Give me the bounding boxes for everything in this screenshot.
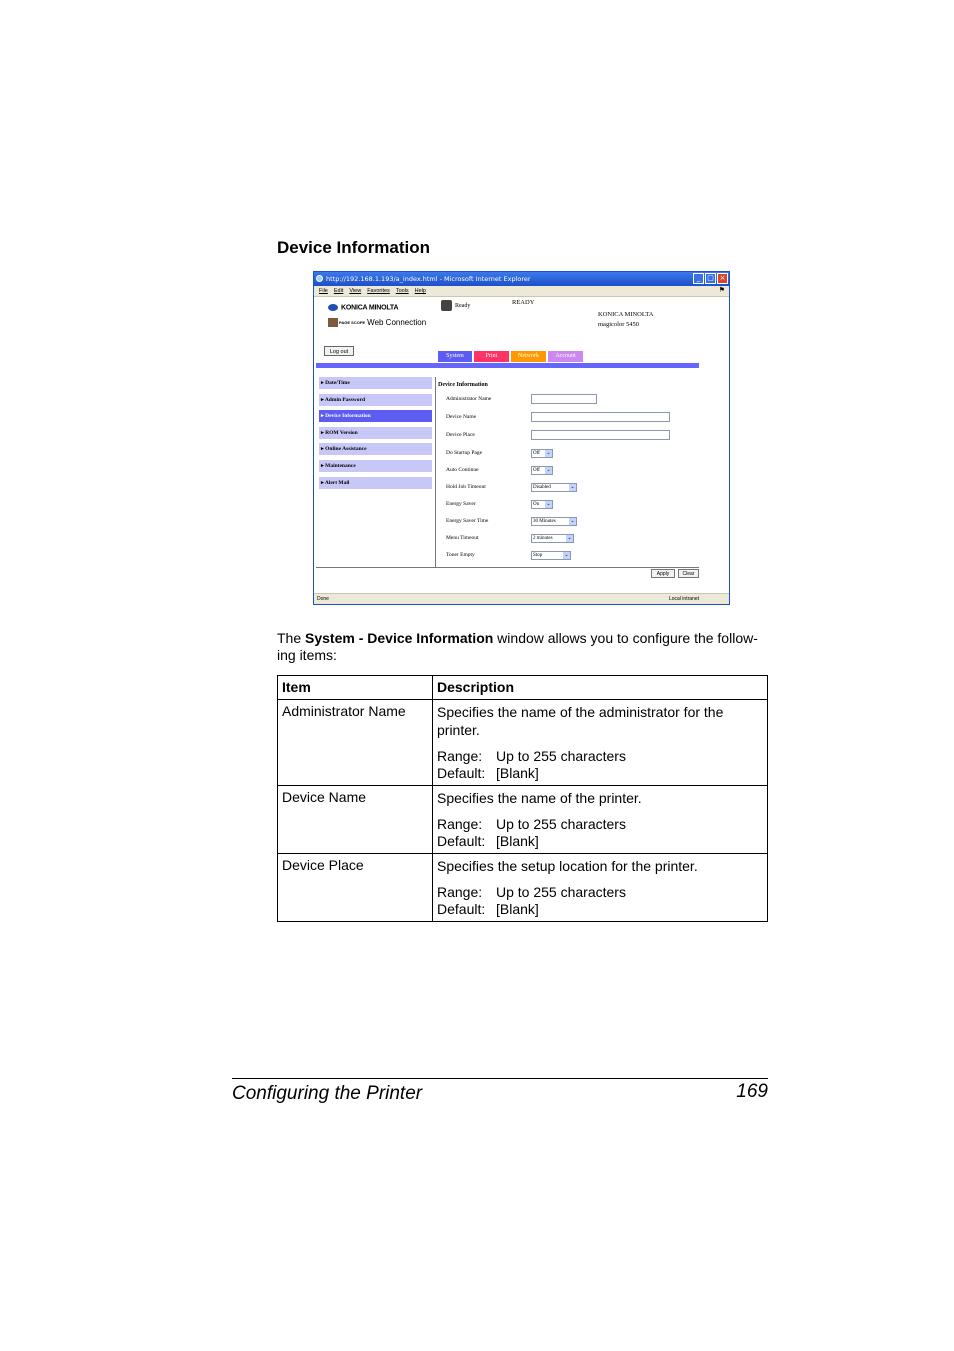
energy-saver-select[interactable] xyxy=(531,500,553,509)
chevron-down-icon: ⌄ xyxy=(546,468,551,473)
select-value: Disabled xyxy=(533,485,551,490)
model-name: magicolor 5450 xyxy=(598,321,639,328)
range-default xyxy=(437,816,763,850)
window-title: http://192.168.1.193/a_index.html - Microsoft Internet Explorer xyxy=(326,275,531,283)
field-row xyxy=(446,499,706,511)
intro-paragraph xyxy=(277,630,772,664)
apply-button[interactable]: Apply xyxy=(651,569,675,578)
energy-saver-time-select[interactable] xyxy=(531,517,577,526)
vendor-name: KONICA MINOLTA xyxy=(598,311,654,318)
field-label: Energy Saver Time xyxy=(446,518,489,524)
menu-bar xyxy=(314,286,729,297)
range-label: Range: xyxy=(437,884,483,900)
select-value: 2 minutes xyxy=(533,536,553,541)
select-value: On xyxy=(533,502,540,507)
close-icon[interactable]: × xyxy=(717,273,728,284)
product-name: Web Connection xyxy=(367,318,427,327)
range-label: Range: xyxy=(437,816,483,832)
item-cell: Device Place xyxy=(278,854,433,922)
select-value: 30 Minutes xyxy=(533,519,556,524)
select-value: Stop xyxy=(533,553,543,558)
device-place-input[interactable] xyxy=(531,430,670,440)
table-row xyxy=(278,786,768,854)
product-prefix: PAGE SCOPE xyxy=(339,319,366,325)
field-label: Toner Empty xyxy=(446,552,475,558)
menu-edit[interactable]: Edit xyxy=(333,288,344,294)
printer-status-icon xyxy=(441,300,452,311)
column-header-item: Item xyxy=(278,676,433,700)
toner-empty-select[interactable] xyxy=(531,551,571,560)
default-value: [Blank] xyxy=(496,901,539,917)
field-row xyxy=(446,465,706,477)
field-row xyxy=(446,412,706,424)
page-content xyxy=(316,297,727,594)
chevron-down-icon: ⌄ xyxy=(570,485,575,490)
field-row xyxy=(446,533,706,545)
brand-name: KONICA MINOLTA xyxy=(341,304,399,312)
windows-logo-icon: ⚑ xyxy=(718,287,725,294)
clear-button[interactable]: Clear xyxy=(678,569,699,578)
status-zone: Local intranet xyxy=(668,596,699,602)
nav-item-maintenance[interactable]: ▸ Maintenance xyxy=(319,460,432,472)
field-row xyxy=(446,394,706,406)
paragraph-text: The xyxy=(277,630,306,646)
status-message: READY xyxy=(512,299,535,306)
range-value: Up to 255 characters xyxy=(496,748,626,764)
brand-logo xyxy=(328,304,398,311)
chevron-down-icon: ⌄ xyxy=(546,502,551,507)
field-row xyxy=(446,516,706,528)
chevron-down-icon: ⌄ xyxy=(570,519,575,524)
range-default xyxy=(437,748,763,782)
select-value: Off xyxy=(533,468,540,473)
menu-view[interactable]: View xyxy=(349,288,362,294)
chevron-down-icon: ⌄ xyxy=(564,553,569,558)
items-table xyxy=(277,675,768,922)
item-cell: Device Name xyxy=(278,786,433,854)
chapter-title: Configuring the Printer xyxy=(232,1083,423,1104)
auto-continue-select[interactable] xyxy=(531,466,553,475)
description-cell xyxy=(433,854,768,922)
range-value: Up to 255 characters xyxy=(496,884,626,900)
status-small: Ready xyxy=(455,303,471,309)
vertical-divider xyxy=(435,377,436,567)
browser-screenshot xyxy=(313,271,730,605)
ie-icon xyxy=(316,275,323,282)
product-logo xyxy=(328,318,426,327)
window-titlebar xyxy=(314,272,729,286)
description-cell xyxy=(433,700,768,786)
default-value: [Blank] xyxy=(496,765,539,781)
table-header-row xyxy=(278,676,768,700)
field-label: Device Name xyxy=(446,414,477,420)
range-label: Range: xyxy=(437,748,483,764)
field-label: Administrator Name xyxy=(446,396,492,402)
main-tabs xyxy=(438,351,583,362)
nav-item-admin-password[interactable]: ▸ Admin Password xyxy=(319,394,432,406)
pagescope-icon xyxy=(328,318,338,327)
nav-item-date-time[interactable]: ▸ Date/Time xyxy=(319,377,432,389)
form-title: Device Information xyxy=(438,382,488,388)
menu-file[interactable]: File xyxy=(319,288,328,294)
menu-timeout-select[interactable] xyxy=(531,534,574,543)
field-label: Auto Continue xyxy=(446,467,479,473)
field-label: Energy Saver xyxy=(446,501,476,507)
konica-minolta-logo-icon xyxy=(328,304,338,311)
description-text: Specifies the name of the printer. xyxy=(437,790,642,806)
nav-item-rom-version[interactable]: ▸ ROM Version xyxy=(319,427,432,439)
nav-item-device-information[interactable]: ▸ Device Information xyxy=(319,410,432,422)
menu-favorites[interactable]: Favorites xyxy=(367,288,390,294)
device-vendor xyxy=(598,310,653,330)
default-label: Default: xyxy=(437,901,486,917)
field-label: Device Place xyxy=(446,432,475,438)
description-text: Specifies the setup location for the printer. xyxy=(437,858,698,874)
table-row xyxy=(278,854,768,922)
chevron-down-icon: ⌄ xyxy=(567,536,572,541)
tab-network[interactable]: Network xyxy=(511,351,546,362)
logout-button[interactable]: Log out xyxy=(324,346,354,356)
description-text: Specifies the name of the administrator for the printer. xyxy=(437,704,724,738)
paragraph-text: window allows you to configure the follow-ing items: xyxy=(277,630,758,663)
field-row xyxy=(446,550,706,562)
minimize-icon[interactable]: _ xyxy=(693,273,704,284)
default-label: Default: xyxy=(437,765,486,781)
hold-job-timeout-select[interactable] xyxy=(531,483,577,492)
menu-help[interactable]: Help xyxy=(414,288,426,294)
section-title: Device Information xyxy=(277,238,431,257)
tab-print[interactable]: Print xyxy=(474,351,509,362)
field-label: Do Startup Page xyxy=(446,450,483,456)
status-done: Done xyxy=(317,596,329,602)
footer-rule xyxy=(232,1078,768,1079)
maximize-icon[interactable]: □ xyxy=(705,273,716,284)
field-row xyxy=(446,482,706,494)
field-label: Menu Timeout xyxy=(446,535,479,541)
tab-account[interactable]: Account xyxy=(548,351,583,362)
default-value: [Blank] xyxy=(496,833,539,849)
chevron-down-icon: ⌄ xyxy=(546,451,551,456)
administrator-name-input[interactable] xyxy=(531,394,597,404)
field-row xyxy=(446,448,706,460)
item-cell: Administrator Name xyxy=(278,700,433,786)
description-cell xyxy=(433,786,768,854)
side-nav xyxy=(319,377,432,493)
device-name-input[interactable] xyxy=(531,412,670,422)
column-header-description: Description xyxy=(433,676,768,700)
tab-system[interactable]: System xyxy=(438,351,472,362)
menu-tools[interactable]: Tools xyxy=(395,288,409,294)
tab-band xyxy=(316,363,699,368)
nav-item-online-assistance[interactable]: ▸ Online Assistance xyxy=(319,443,432,455)
range-default xyxy=(437,884,763,918)
horizontal-divider xyxy=(316,567,699,568)
nav-item-alert-mail[interactable]: ▸ Alert Mail xyxy=(319,477,432,489)
page-number: 169 xyxy=(736,1081,768,1102)
range-value: Up to 255 characters xyxy=(496,816,626,832)
select-value: Off xyxy=(533,451,540,456)
status-bar xyxy=(314,593,729,604)
default-label: Default: xyxy=(437,833,486,849)
paragraph-bold: System - Device Information xyxy=(305,630,494,646)
field-label: Hold Job Timeout xyxy=(446,484,486,490)
table-row xyxy=(278,700,768,786)
field-row xyxy=(446,430,706,442)
startup-page-select[interactable] xyxy=(531,449,553,458)
